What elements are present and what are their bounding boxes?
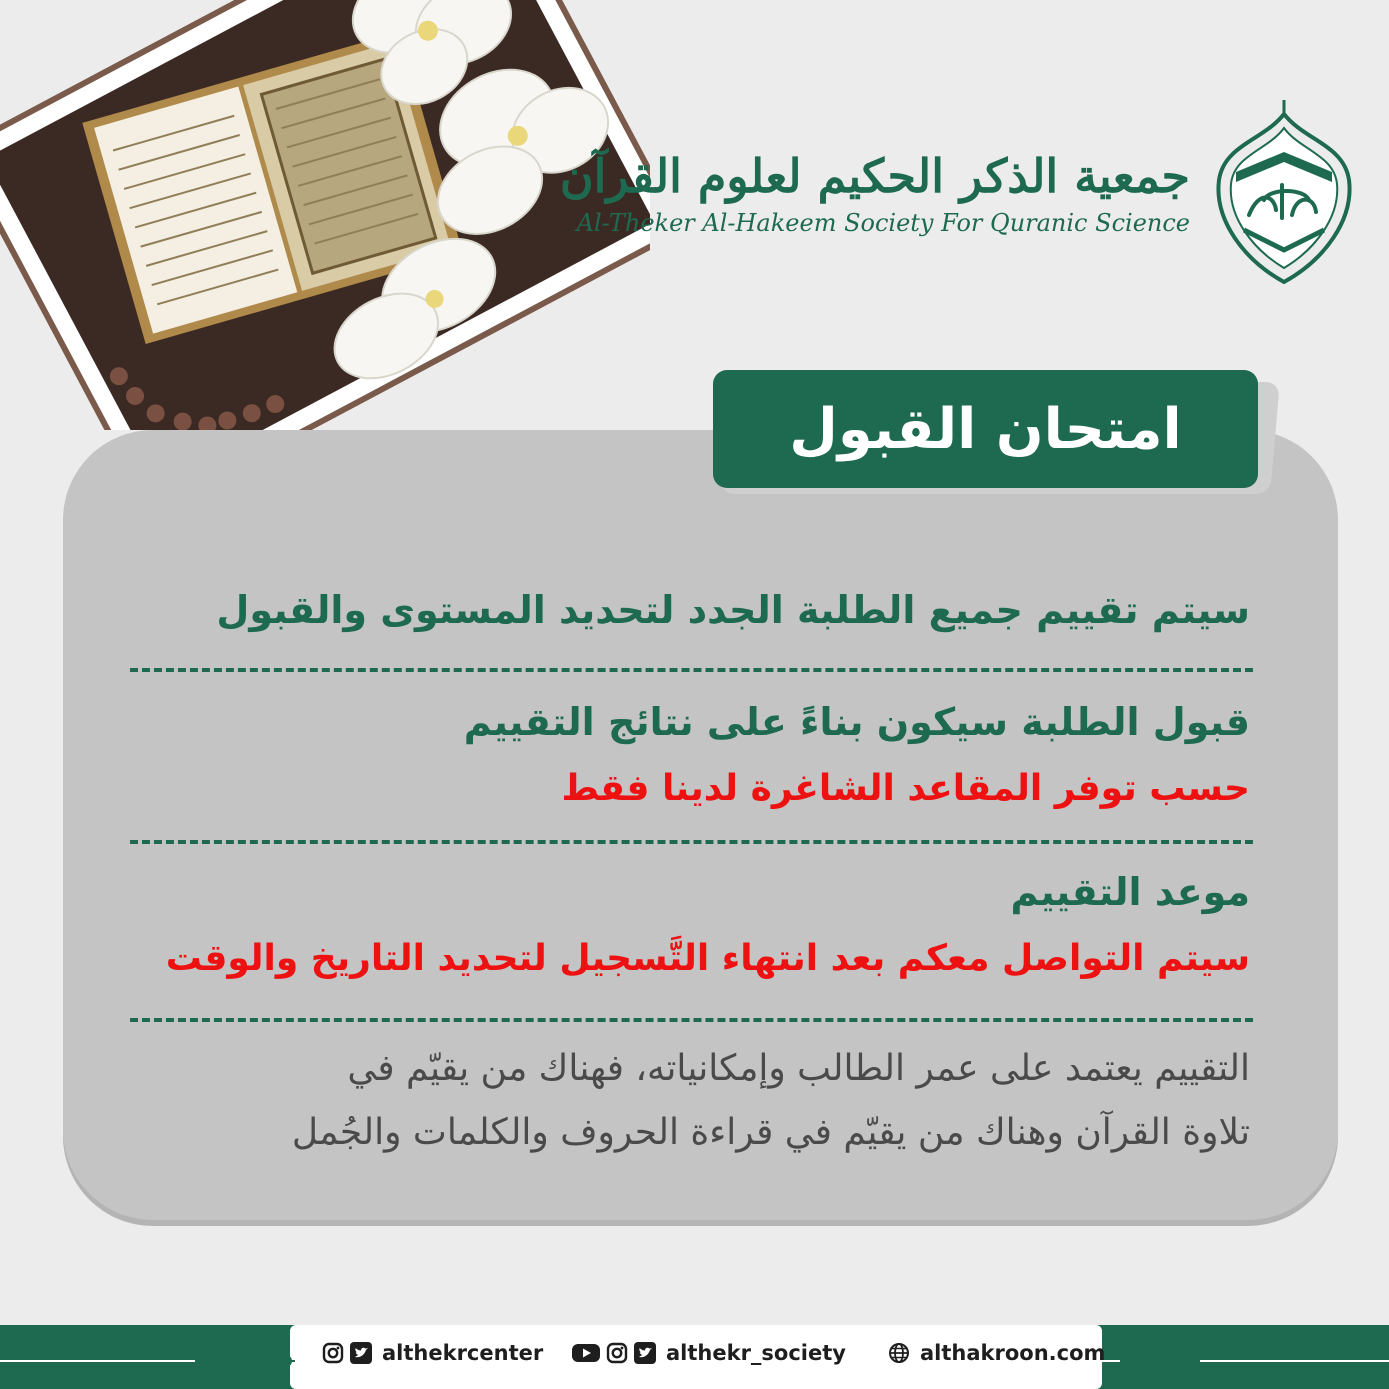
divider <box>130 840 1253 844</box>
quran-orchid-photo <box>0 0 650 430</box>
content-line-6 <box>130 1048 1250 1089</box>
twitter-icon <box>350 1342 372 1364</box>
social-handle: althekr_society <box>666 1341 846 1365</box>
website-url: althakroon.com <box>920 1341 1106 1365</box>
social-handle: althekrcenter <box>382 1341 544 1365</box>
footer-rule-inner-right <box>1130 1360 1200 1362</box>
social-link-althekr-society[interactable] <box>572 1341 846 1365</box>
twitter-icon <box>634 1342 656 1364</box>
note-text: التقييم يعتمد على عمر الطالب وإمكانياته، فهناك من يقيّم في <box>347 1048 1250 1089</box>
item-heading: موعد التقييم <box>1010 870 1250 914</box>
content-line-2 <box>130 700 1250 744</box>
content-card <box>63 430 1338 1220</box>
instagram-icon <box>606 1342 628 1364</box>
content-line-1 <box>130 588 1250 632</box>
social-link-althekrcenter[interactable] <box>322 1341 543 1365</box>
item-text: سيتم تقييم جميع الطلبة الجدد لتحديد المستوى والقبول <box>216 588 1250 632</box>
divider <box>130 1018 1253 1022</box>
website-link[interactable] <box>888 1341 1105 1365</box>
item-text: قبول الطلبة سيكون بناءً على نتائج التقييم <box>463 700 1250 744</box>
brand-arabic-name: جمعية الذكر الحكيم لعلوم القرآن <box>559 148 1190 203</box>
footer-dot-left <box>280 1355 292 1367</box>
page-title: امتحان القبول <box>789 396 1182 462</box>
item-text-highlight: حسب توفر المقاعد الشاغرة لدينا فقط <box>561 768 1250 809</box>
title-badge <box>713 370 1258 488</box>
brand-text <box>560 148 1190 238</box>
brand-english-name: Al-Theker Al-Hakeem Society For Quranic Science <box>576 209 1190 238</box>
society-emblem-icon <box>1204 100 1364 285</box>
instagram-icon <box>322 1342 344 1364</box>
note-text: تلاوة القرآن وهناك من يقيّم في قراءة الحروف والكلمات والجُمل <box>291 1112 1250 1153</box>
footer <box>0 1325 1389 1389</box>
content-line-5 <box>130 938 1250 979</box>
youtube-icon <box>572 1342 600 1364</box>
divider <box>130 668 1253 672</box>
content-line-7 <box>130 1112 1250 1153</box>
content-line-3 <box>130 768 1250 809</box>
globe-icon <box>888 1342 910 1364</box>
brand-header <box>560 100 1364 285</box>
content-line-4 <box>130 870 1250 914</box>
item-text-highlight: سيتم التواصل معكم بعد انتهاء التَّسجيل لتحديد التاريخ والوقت <box>165 938 1250 979</box>
